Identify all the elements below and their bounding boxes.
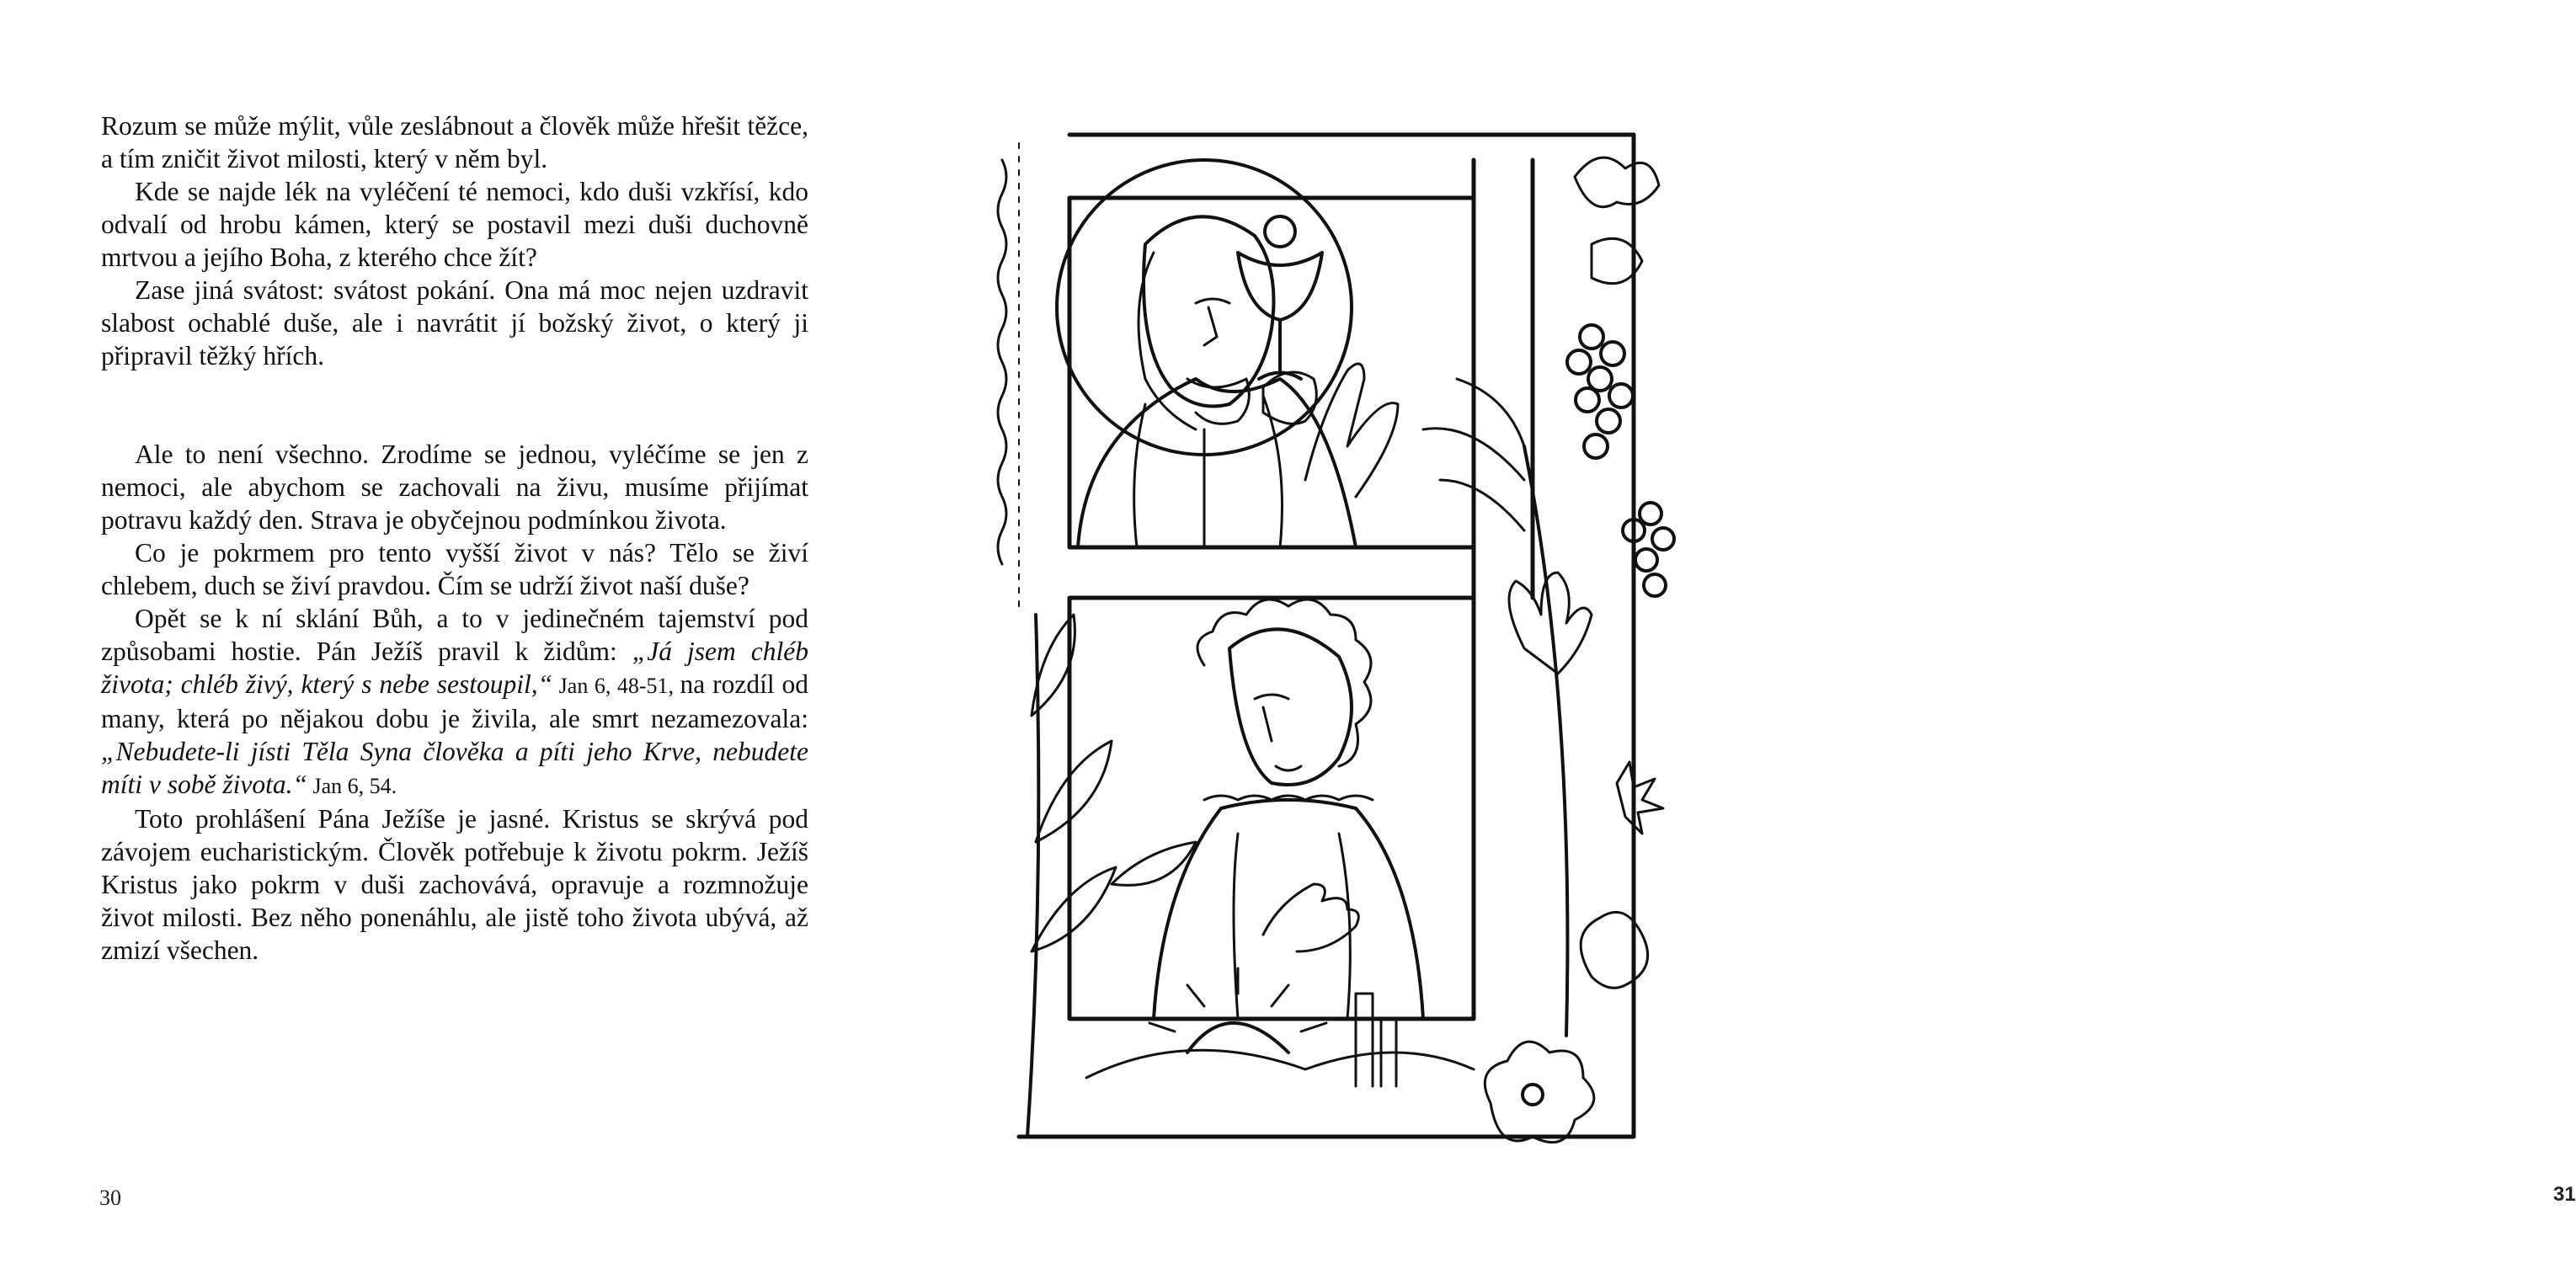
p6-text-b: na rozdíl od many, která po nějakou dobu je živila, ale smrt nezamezovala: [101, 669, 808, 733]
left-page [0, 0, 893, 1263]
page-number-left: 30 [99, 1186, 121, 1210]
paragraph-6 [101, 602, 808, 802]
quote-1: „Já jsem chléb života; chléb živý, který s nebe sestoupil,“ [101, 637, 808, 699]
page-number-right: 31 [2553, 1183, 2576, 1206]
paragraph-3: Zase jiná svátost: svátost pokání. Ona má moc nejen uzdravit slabost ochablé duše, ale i navrátit jí božský život, o který ji připravil těžký hřích. [101, 275, 808, 370]
p6-text-a: Opět se k ní sklání Bůh, a to v jedinečném tajemství pod způsobami hostie. Pán Ježíš pravil k židům: [101, 604, 808, 666]
reference-1: Jan 6, 48-51, [552, 674, 680, 698]
paragraph-7: Toto prohlášení Pána Ježíše je jasné. Kristus se skrývá pod závojem eucharistickým. Člověk potřebuje k životu pokrm. Ježíš Kristus jako pokrm v duši zachovává, opravuje a rozmnožuje život milosti. Bez něho ponenáhlu, ale jistě toho života ubývá, až zmizí všechen. [101, 804, 808, 965]
paragraph-4: Ale to není všechno. Zrodíme se jednou, vyléčíme se jen z nemoci, ale abychom se zachovali na živu, musíme přijímat potravu každý den. Strava je obyčejnou podmínkou života. [101, 440, 808, 535]
paragraph-5: Co je pokrmem pro tento vyšší život v nás? Tělo se živí chlebem, duch se živí pravdou. Čím se udrží život naší duše? [101, 538, 808, 600]
illustration-christ-chalice-praying-figure [985, 126, 1705, 1149]
paragraph-1: Rozum se může mýlit, vůle zeslábnout a člověk může hřešit těžce, a tím zničit život milosti, který v něm byl. [101, 111, 808, 173]
paragraph-2: Kde se najde lék na vyléčení té nemoci, kdo duši vzkřísí, kdo odvalí od hrobu kámen, který se postavil mezi duši duchovně mrtvou a jejího Boha, z kterého chce žít? [101, 177, 808, 272]
reference-2: Jan 6, 54. [307, 774, 397, 798]
body-text [101, 109, 808, 967]
quote-2: „Nebudete-li jísti Těla Syna člověka a píti jeho Krve, nebudete míti v sobě života.“ [101, 737, 808, 799]
